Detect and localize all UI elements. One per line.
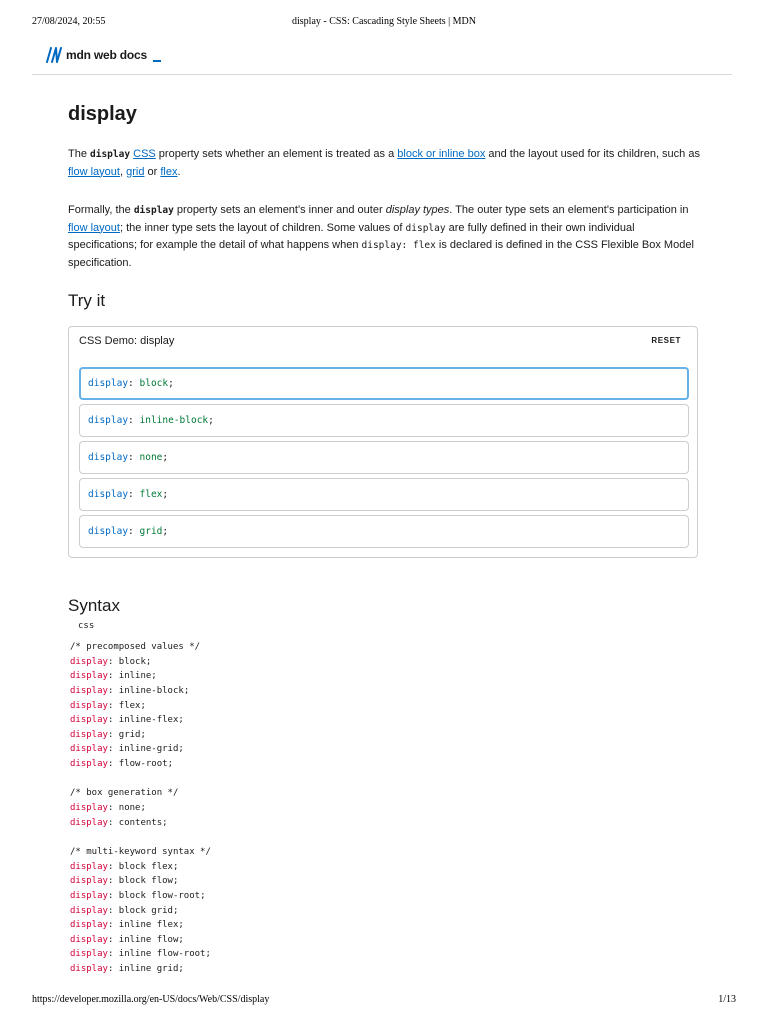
code-comment: /* box generation */ <box>70 788 179 799</box>
code-property: display <box>70 905 108 916</box>
code-property: display <box>70 861 108 872</box>
demo-title: CSS Demo: display <box>79 335 175 347</box>
css-value: inline-block <box>139 415 209 426</box>
code-comment: /* precomposed values */ <box>70 642 201 652</box>
code-property: display <box>70 817 108 828</box>
code-line <box>70 684 211 699</box>
semicolon: ; <box>172 861 179 872</box>
text: . <box>177 165 181 178</box>
code-property: display <box>70 685 108 696</box>
code-line <box>70 640 211 655</box>
colon: : <box>107 656 119 667</box>
colon: : <box>107 934 119 945</box>
code-line <box>70 669 211 684</box>
text: property sets whether an element is treated as a <box>155 148 398 160</box>
logo-underscore <box>153 60 161 62</box>
semicolon: ; <box>162 452 169 463</box>
code-language-label: css <box>78 621 95 631</box>
colon: : <box>107 964 119 975</box>
semicolon: ; <box>205 949 211 960</box>
text: is declared is defined in the CSS Flexible Box Model specification. <box>68 239 694 269</box>
css-link[interactable]: CSS <box>133 148 156 160</box>
text: ; the inner type sets the layout of children. Some values of <box>119 221 406 234</box>
css-property: display <box>88 415 129 426</box>
colon: : <box>107 876 119 887</box>
colon: : <box>107 949 119 960</box>
mdn-logo-icon <box>46 47 62 63</box>
semicolon: ; <box>172 905 179 916</box>
inline-code: display <box>133 205 174 216</box>
demo-option-block[interactable] <box>79 367 689 400</box>
code-comment: /* multi-keyword syntax */ <box>70 846 211 857</box>
code-property: display <box>70 949 108 960</box>
code-value: contents <box>118 817 163 828</box>
code-line <box>70 933 211 948</box>
code-property: display <box>70 920 108 931</box>
css-value: none <box>139 452 163 463</box>
css-property: display <box>88 378 129 389</box>
code-property: display <box>70 803 108 814</box>
code-line <box>70 757 211 772</box>
colon: : <box>107 817 119 828</box>
print-url: https://developer.mozilla.org/en-US/docs/Web/CSS/display <box>32 994 270 1005</box>
colon: : <box>107 744 119 755</box>
code-value: block flex <box>118 861 173 872</box>
text: are fully defined in their own individual specifications; for example the detail of what happens when <box>68 221 635 251</box>
semicolon: ; <box>162 817 168 828</box>
print-date: 27/08/2024, 20:55 <box>32 16 106 27</box>
semicolon: ; <box>145 656 152 667</box>
intro-paragraph <box>68 146 700 181</box>
reset-button[interactable]: RESET <box>651 336 681 345</box>
code-value: block flow <box>118 876 173 887</box>
code-value: block grid <box>118 905 173 916</box>
colon: : <box>128 526 140 537</box>
colon: : <box>107 861 119 872</box>
css-property: display <box>88 526 129 537</box>
code-value: grid <box>118 729 141 740</box>
code-line <box>70 655 211 670</box>
code-property: display <box>70 744 108 755</box>
code-line <box>70 889 211 904</box>
demo-header <box>79 335 681 351</box>
inline-code: display: flex <box>361 240 436 251</box>
colon: : <box>128 378 140 389</box>
code-property: display <box>70 700 108 711</box>
semicolon: ; <box>178 715 184 726</box>
semicolon: ; <box>178 934 184 945</box>
code-value: inline grid <box>118 964 179 975</box>
code-property: display <box>70 934 108 945</box>
semicolon: ; <box>151 671 157 682</box>
syntax-code-block <box>70 640 211 977</box>
colon: : <box>107 700 119 711</box>
code-line <box>70 816 211 831</box>
code-value: flex <box>118 700 141 711</box>
block-or-inline-box-link[interactable]: block or inline box <box>397 148 486 160</box>
code-line <box>70 830 211 845</box>
text: and the layout used for its children, such as <box>485 148 700 160</box>
text: or <box>144 165 161 178</box>
css-value: block <box>139 378 169 389</box>
code-line <box>70 713 211 728</box>
inline-code: display <box>405 222 446 234</box>
inline-code: display <box>90 149 131 160</box>
semicolon: ; <box>200 890 206 901</box>
code-property: display <box>70 656 108 667</box>
semicolon: ; <box>178 744 184 755</box>
code-line <box>70 845 211 860</box>
code-line <box>70 772 211 787</box>
code-line <box>70 786 211 801</box>
code-property: display <box>70 964 108 975</box>
code-value: inline flow <box>118 934 179 945</box>
code-property: display <box>70 729 108 740</box>
formally-paragraph <box>68 202 700 272</box>
semicolon: ; <box>172 876 179 887</box>
code-line <box>70 801 211 816</box>
code-property: display <box>70 671 108 682</box>
code-property: display <box>70 890 108 901</box>
text: The <box>68 148 91 160</box>
text: property sets an element's inner and outer <box>173 204 386 216</box>
css-demo-panel <box>68 326 698 558</box>
page-title: display <box>68 103 137 125</box>
semicolon: ; <box>140 803 146 814</box>
text: Formally, the <box>68 204 134 216</box>
code-value: block <box>118 656 146 667</box>
code-line <box>70 742 211 757</box>
semicolon: ; <box>183 685 190 696</box>
demo-option-inline-block[interactable] <box>79 404 689 437</box>
flow-layout-link[interactable]: flow layout <box>68 165 120 178</box>
code-value: flow-root <box>118 759 168 770</box>
semicolon: ; <box>162 489 169 500</box>
code-line <box>70 699 211 714</box>
flex-link[interactable]: flex <box>160 165 178 178</box>
text: . The outer type sets an element's participation in <box>449 204 689 216</box>
colon: : <box>107 803 119 814</box>
demo-option-grid[interactable] <box>79 515 689 548</box>
colon: : <box>107 671 119 682</box>
colon: : <box>107 759 119 770</box>
colon: : <box>128 415 140 426</box>
print-footer <box>32 994 736 1005</box>
code-value: inline flex <box>118 920 179 931</box>
article-content <box>68 100 700 975</box>
code-line <box>70 918 211 933</box>
colon: : <box>107 920 119 931</box>
header-divider <box>32 74 732 75</box>
code-value: inline-grid <box>118 744 179 755</box>
code-line <box>70 947 211 962</box>
semicolon: ; <box>140 700 146 711</box>
code-line <box>70 904 211 919</box>
code-line <box>70 962 211 977</box>
text: , <box>119 165 127 178</box>
print-page-title: display - CSS: Cascading Style Sheets | MDN <box>292 16 476 27</box>
print-page-number: 1/13 <box>718 994 736 1005</box>
semicolon: ; <box>208 415 214 426</box>
colon: : <box>107 905 119 916</box>
semicolon: ; <box>178 964 184 975</box>
flow-layout-link[interactable]: flow layout <box>68 221 120 234</box>
colon: : <box>128 489 140 500</box>
site-header[interactable] <box>46 44 161 66</box>
code-value: inline <box>118 671 152 682</box>
code-line <box>70 860 211 875</box>
site-logo-text: mdn web docs <box>66 48 147 62</box>
colon: : <box>107 715 119 726</box>
code-value: inline flow-root <box>118 949 206 960</box>
emphasis: display types <box>385 204 450 216</box>
code-property: display <box>70 715 108 726</box>
code-value: block flow-root <box>118 890 201 901</box>
code-line <box>70 874 211 889</box>
semicolon: ; <box>168 378 174 389</box>
colon: : <box>107 729 119 740</box>
code-value: none <box>118 803 141 814</box>
semicolon: ; <box>167 759 173 770</box>
css-value: flex <box>139 489 163 500</box>
demo-option-flex[interactable] <box>79 478 689 511</box>
code-value: inline-flex <box>118 715 179 726</box>
css-value: grid <box>139 526 163 537</box>
syntax-heading: Syntax <box>68 596 120 615</box>
code-property: display <box>70 876 108 887</box>
grid-link[interactable]: grid <box>126 165 145 178</box>
css-property: display <box>88 489 129 500</box>
colon: : <box>107 685 119 696</box>
semicolon: ; <box>162 526 169 537</box>
colon: : <box>107 890 119 901</box>
demo-option-none[interactable] <box>79 441 689 474</box>
semicolon: ; <box>140 729 146 740</box>
code-value: inline-block <box>118 685 184 696</box>
try-it-heading: Try it <box>68 291 106 310</box>
code-property: display <box>70 759 108 770</box>
css-property: display <box>88 452 129 463</box>
code-line <box>70 728 211 743</box>
semicolon: ; <box>178 920 184 931</box>
colon: : <box>128 452 140 463</box>
